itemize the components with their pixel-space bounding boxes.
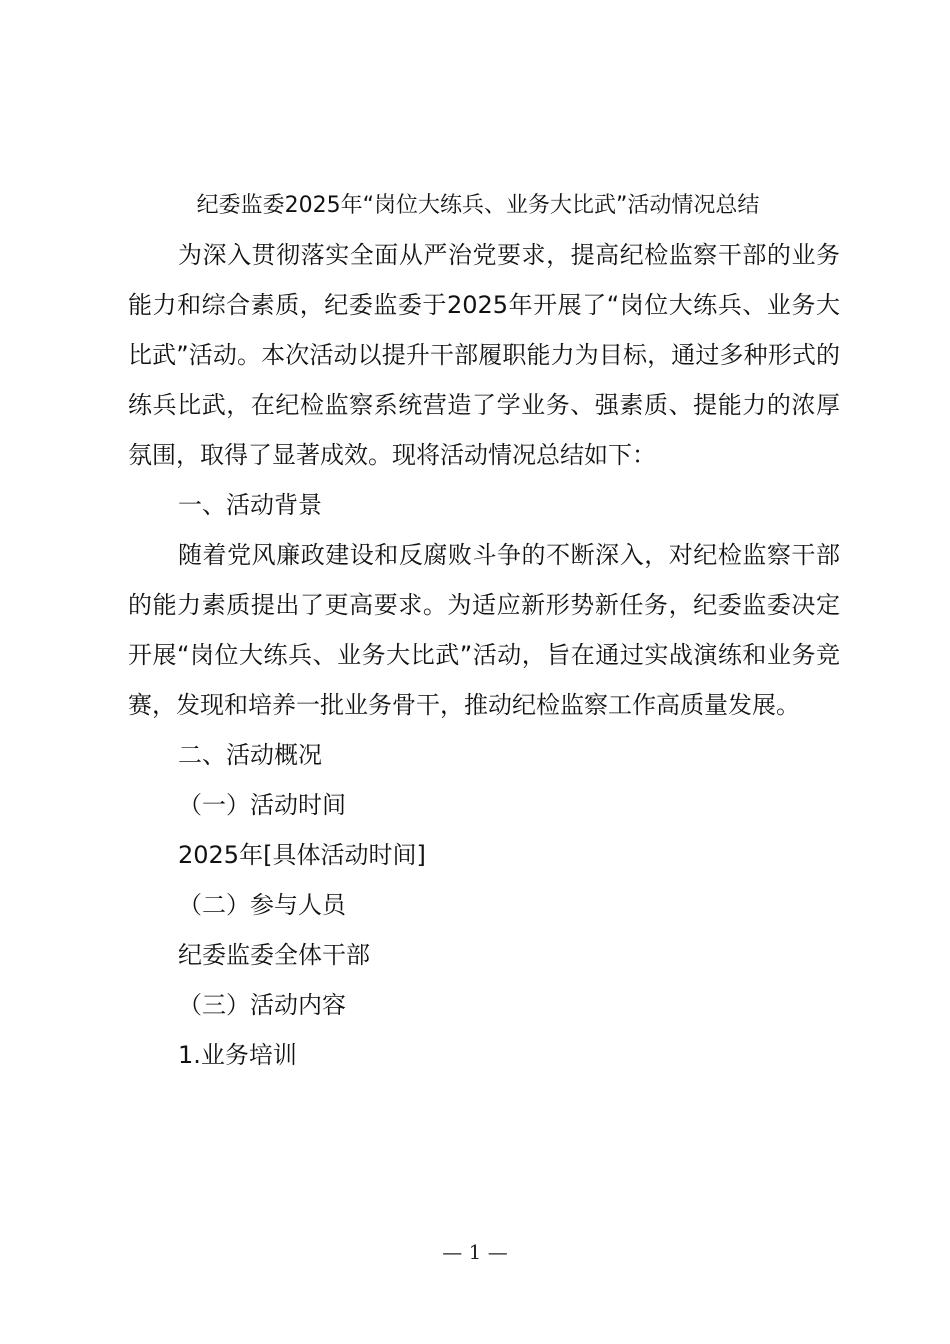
document-title: 纪委监委2025年“岗位大练兵、业务大比武”活动情况总结 — [196, 193, 760, 218]
background-paragraph: 随着党风廉政建设和反腐败斗争的不断深入，对纪检监察干部的能力素质提出了更高要求。为适应新形势新任务，纪委监委决定开展“岗位大练兵、业务大比武”活动，旨在通过实战演练和业务竞赛，发现和培养一批业务骨干，推动纪检监察工作高质量发展。 — [128, 541, 840, 719]
subheading-participants: （二）参与人员 — [178, 891, 346, 919]
subheading-content: （三）活动内容 — [178, 991, 346, 1019]
content-item-training: 1.业务培训 — [178, 1041, 297, 1069]
subheading-time: （一）活动时间 — [178, 791, 346, 819]
page-number: — 1 — — [442, 1240, 508, 1264]
participants-text: 纪委监委全体干部 — [178, 941, 370, 969]
intro-paragraph: 为深入贯彻落实全面从严治党要求，提高纪检监察干部的业务能力和综合素质，纪委监委于2025年开展了“岗位大练兵、业务大比武”活动。本次活动以提升干部履职能力为目标，通过多种形式的练兵比武，在纪检监察系统营造了学业务、强素质、提能力的浓厚氛围，取得了显著成效。现将活动情况总结如下： — [128, 241, 840, 469]
time-text: 2025年[具体活动时间] — [178, 841, 426, 869]
document-body — [128, 230, 840, 1080]
section-heading-background: 一、活动背景 — [178, 491, 322, 519]
section-heading-overview: 二、活动概况 — [178, 741, 322, 769]
